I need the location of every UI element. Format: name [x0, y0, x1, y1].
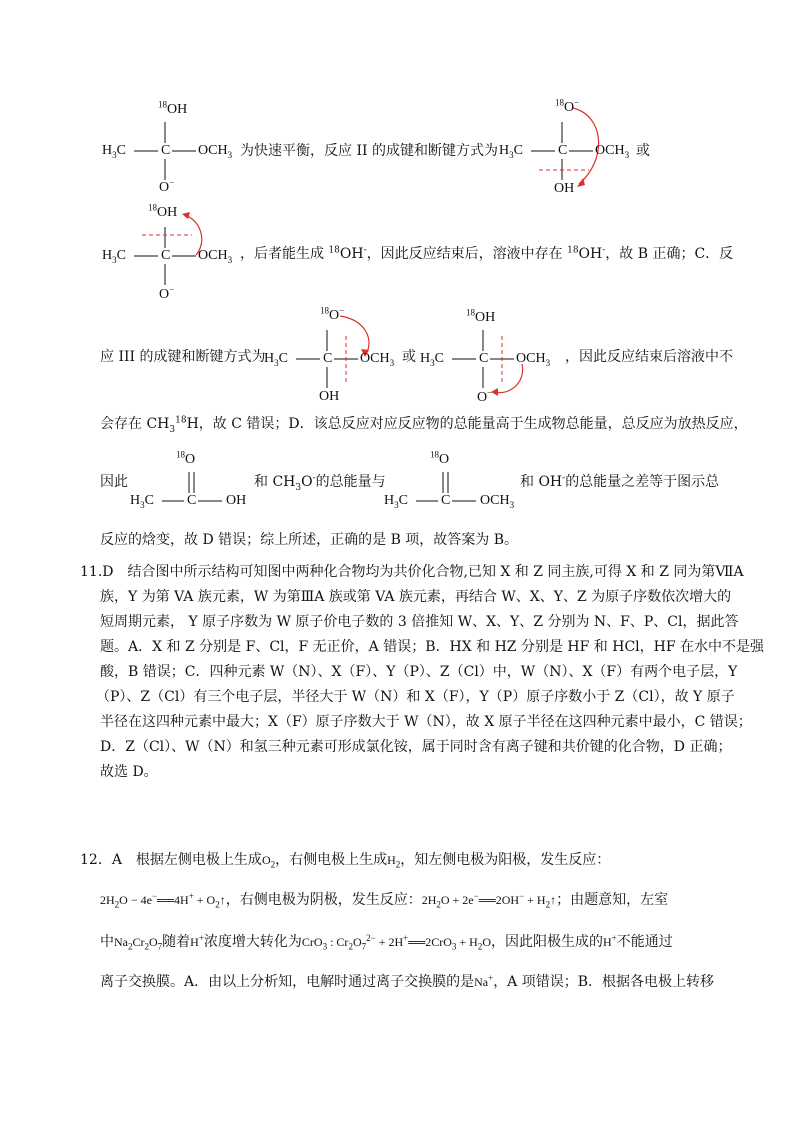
paragraph-line-2: ，后者能生成 $^{18}$OH-，因此反应结束后，溶液中存在 $^{18}$OH-，故 B 正确；C．反: [240, 245, 734, 262]
label-o-minus: O−: [477, 387, 493, 405]
answer-11-line: 族，Y 为第 VA 族元素，W 为第ⅢA 族或第 VA 族元素，再结合 W、X、Y、Z 为原子序数依次增大的: [100, 589, 732, 605]
structure-acid: [128, 450, 258, 514]
structure-1: [100, 98, 240, 198]
paragraph-line-3a: 应 III 的成键和断键方式为: [100, 349, 266, 365]
equation-cathode: $2H_2O$ + 2e−══2OH− + $H_2↑$: [421, 891, 557, 910]
curved-arrow: [340, 316, 369, 354]
answer-12-line-4: 离子交换膜。A．由以上分析知，电解时通过离子交换膜的是Na+，A 项错误；B．根据各电极上转移: [100, 973, 715, 990]
answer-11-line: 11.D 结合图中所示结构可知图中两种化合物均为共价化合物,已知 X 和 Z 同主族,可得 X 和 Z 同为第ⅦA: [80, 564, 744, 580]
answer-11-line: 短周期元素， Y 原子序数为 W 原子价电子数的 3 倍推知 W、X、Y、Z 分别为 N、F、P、Cl，据此答: [100, 614, 739, 630]
answer-12-line-1: 12．A 根据左侧电极上生成$O_2$，右侧电极上生成$H_2$，知左侧电极为阳极，发生反应：: [80, 852, 611, 870]
answer-11-line: 题。A．X 和 Z 分别是 F、Cl，F 无正价，A 错误；B．HX 和 HZ 分别是 HF 和 HCl，HF 在水中不是强: [100, 639, 765, 655]
structure-5: [418, 306, 566, 406]
paragraph-line-5c: 和 OH-的总能量之差等于图示总: [520, 473, 720, 490]
answer-11-line: D．Z（Cl）、W（N）和氢三种元素可形成氯化铵，属于同时含有离子键和共价键的化合物，D 正确；: [100, 739, 732, 755]
label-c: C: [479, 351, 489, 366]
answer-12-line-2: $2H_2O$ − 4e−══4H+ + $O_2↑$，右侧电极为阴极，发生反应：$2H_2O$ + 2e−══2OH− + $H_2↑$；由题意知，左室: [100, 891, 669, 910]
label-h3c: $H_3C$: [130, 493, 154, 510]
label-och3: $OCH_3$: [360, 351, 395, 368]
label-18oh: $^{18}$OH: [148, 202, 178, 220]
answer-12-line-3: 中$Na_2Cr_2O_7$随着H+浓度增大转化为CrO$_3$ : $Cr_2O_7^{2-}$ + 2H+══2CrO$_3$ + $H_2O$，因此阳极生成的H+不能通过: [100, 933, 673, 952]
label-och3: $OCH_3$: [198, 143, 233, 160]
paragraph-line-5a: 因此: [100, 474, 128, 490]
label-oh: OH: [226, 493, 247, 508]
label-18oh: $^{18}$OH: [158, 99, 188, 117]
label-o-minus: O−: [159, 284, 175, 302]
paragraph-line-1: 为快速平衡，反应 II 的成键和断键方式为: [240, 143, 498, 159]
word-or-2: 或: [402, 349, 416, 365]
label-o-minus: O−: [159, 177, 175, 195]
label-oh: OH: [554, 181, 575, 196]
label-h3c: $H_3C$: [264, 351, 288, 368]
paragraph-line-5b: 和 $CH_3O^-$的总能量与: [254, 473, 386, 493]
label-18o: $^{18}$O: [176, 449, 196, 467]
label-18o-minus: $^{18}$O−: [555, 97, 580, 115]
label-h3c: $H_3C$: [420, 351, 444, 368]
structure-3: [100, 203, 240, 303]
paragraph-line-6: 反应的焓变，故 D 错误；综上所述，正确的是 B 项，故答案为 B。: [100, 532, 519, 548]
structure-ester: [382, 450, 522, 514]
answer-11: [80, 560, 765, 785]
label-oh: OH: [319, 389, 340, 404]
label-och3: $OCH_3$: [480, 493, 515, 510]
curved-arrow: [494, 364, 523, 393]
label-c: C: [161, 143, 171, 158]
answer-11-line: 半径在这四种元素中最大；X（F）原子序数大于 W（N），故 X 原子半径在这四种元素中最小，C 错误；: [100, 714, 752, 730]
label-h3c: $H_3C$: [499, 143, 523, 160]
arrow-head-icon: [182, 212, 190, 219]
answer-11-line: 故选 D。: [100, 764, 158, 780]
label-h3c: $H_3C$: [384, 493, 408, 510]
label-och3: $OCH_3$: [198, 248, 233, 265]
label-18oh: $^{18}$OH: [466, 307, 496, 325]
label-18o-minus: $^{18}$O−: [320, 305, 345, 323]
paragraph-line-4: 会存在 $CH_3^{18}H$，故 C 错误；D．该总反应对应反应物的总能量高于生成物总能量，总反应为放热反应，: [100, 415, 748, 435]
label-c: C: [441, 493, 451, 508]
label-c: C: [161, 248, 171, 263]
label-och3: $OCH_3$: [595, 143, 630, 160]
equation-anode: $2H_2O$ − 4e−══4H+ + $O_2↑$: [100, 891, 226, 910]
label-c: C: [558, 143, 568, 158]
label-c: C: [187, 493, 197, 508]
label-h3c: $H_3C$: [102, 248, 126, 265]
structure-2: [497, 98, 637, 198]
label-c: C: [323, 351, 333, 366]
label-h3c: $H_3C$: [102, 143, 126, 160]
answer-11-line: （P）、Z（Cl）有三个电子层，半径大于 W（N）和 X（F），Y（P）原子序数小于 Z（Cl），故 Y 原子: [96, 689, 735, 705]
label-och3: $OCH_3$: [516, 351, 551, 368]
equation-chromate: CrO$_3$ : $Cr_2O_7^{2-}$ + 2H+══2CrO$_3$ + $H_2O$: [301, 933, 491, 952]
paragraph-line-3b: ，因此反应结束后溶液中不: [565, 349, 733, 365]
label-18o: $^{18}$O: [430, 449, 450, 467]
word-or-1: 或: [636, 143, 650, 159]
structure-4: [262, 306, 402, 406]
answer-11-line: 酸，B 错误；C．四种元素 W（N）、X（F）、Y（P）、Z（Cl）中，W（N）、X（F）有两个电子层，Y: [100, 664, 738, 680]
